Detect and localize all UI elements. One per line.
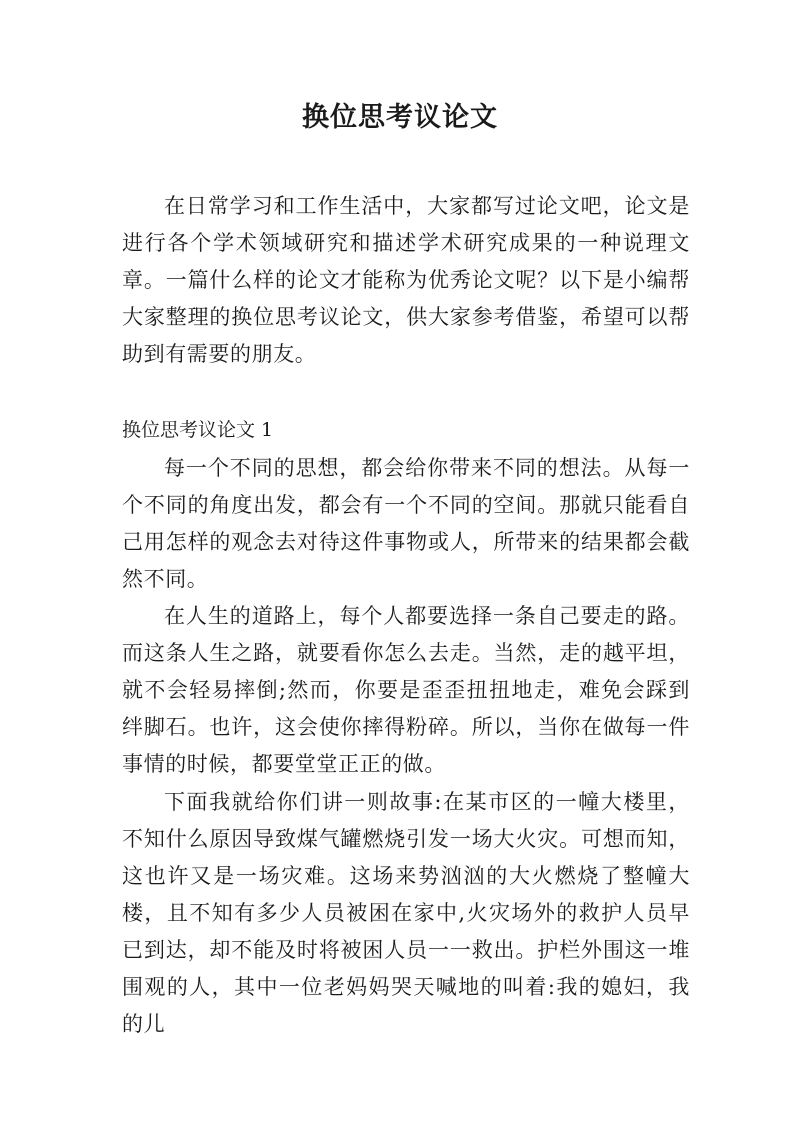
body-paragraph-1: 每一个不同的思想，都会给你带来不同的想法。从每一个不同的角度出发，都会有一个不同的空间。那就只能看自己用怎样的观念去对待这件事物或人，所带来的结果都会截然不同。 bbox=[122, 456, 690, 591]
section-heading: 换位思考议论文 1 bbox=[122, 419, 274, 441]
intro-paragraph: 在日常学习和工作生活中，大家都写过论文吧，论文是进行各个学术领域研究和描述学术研究成果的一种说理文章。一篇什么样的论文才能称为优秀论文呢？以下是小编帮大家整理的换位思考议论文，供大家参考借鉴，希望可以帮助到有需要的朋友。 bbox=[122, 194, 690, 366]
document-title: 换位思考议论文 bbox=[302, 102, 498, 133]
body-paragraph-3: 下面我就给你们讲一则故事:在某市区的一幢大楼里，不知什么原因导致煤气罐燃烧引发一场大火灾。可想而知，这也许又是一场灾难。这场来势汹汹的大火燃烧了整幢大楼，且不知有多少人员被困在家中,火灾场外的救护人员早已到达，却不能及时将被困人员一一救出。护栏外围这一堆围观的人，其中一位老妈妈哭天喊地的叫着:我的媳妇，我的儿 bbox=[122, 790, 690, 1036]
body-paragraph-2: 在人生的道路上，每个人都要选择一条自己要走的路。而这条人生之路，就要看你怎么去走。当然，走的越平坦，就不会轻易摔倒;然而，你要是歪歪扭扭地走，难免会踩到绊脚石。也许，这会使你摔得粉碎。所以，当你在做每一件事情的时候，都要堂堂正正的做。 bbox=[122, 604, 690, 776]
